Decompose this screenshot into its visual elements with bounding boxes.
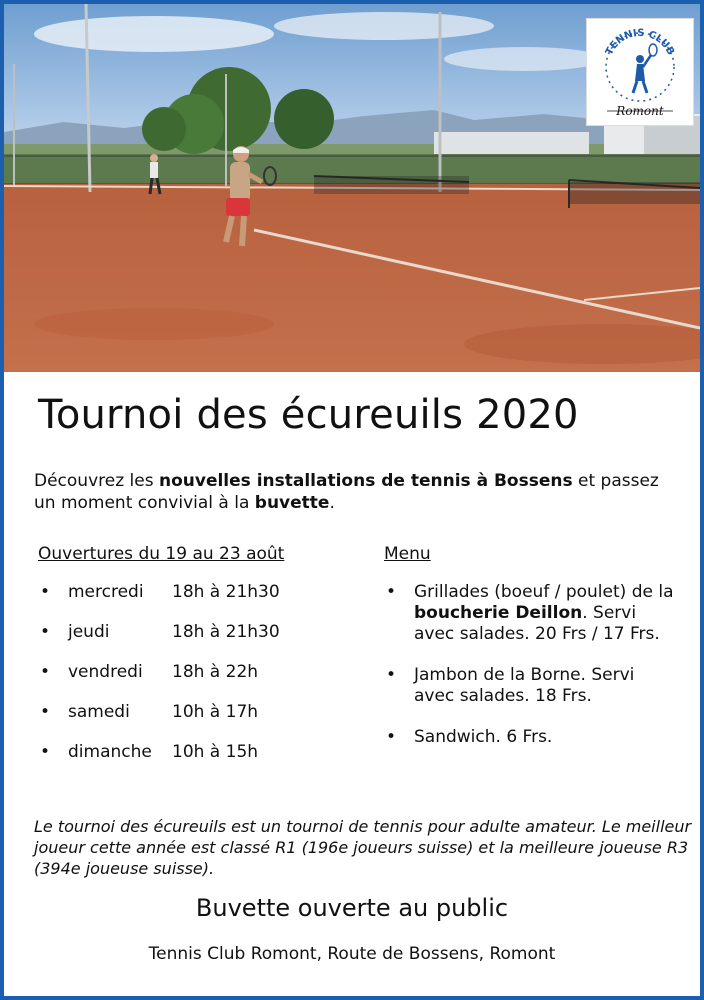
tournament-note: Le tournoi des écureuils est un tournoi de tennis pour adulte amateur. Le meilleur joueur cette année est classé R1 (196e joueurs suisse) et la meilleure joueuse R3 (394e joueuse suisse). [34, 817, 692, 878]
schedule-hours: 18h à 21h30 [172, 582, 280, 602]
opening-hours-list [34, 582, 354, 782]
buvette-heading: Buvette ouverte au public [195, 894, 509, 922]
schedule-row [34, 662, 354, 702]
menu-item-text: Sandwich. 6 Frs. [414, 727, 553, 747]
menu-item [380, 582, 680, 645]
menu-heading: Menu [384, 544, 431, 564]
intro-bold-buvette: buvette [254, 493, 330, 513]
bullet-icon: • [40, 702, 51, 722]
schedule-hours: 18h à 22h [172, 662, 259, 682]
menu-item [380, 665, 680, 707]
schedule-day: jeudi [68, 622, 110, 642]
intro-bold-installations: nouvelles installations de tennis à Bossens [158, 471, 573, 491]
menu-item-text: Jambon de la Borne. Servi avec salades. 18 Frs. [414, 665, 635, 706]
logo-top-text: TENNIS CLUB [603, 27, 677, 57]
schedule-hours: 18h à 21h30 [172, 622, 280, 642]
opening-hours-section [34, 544, 354, 782]
opening-hours-heading: Ouvertures du 19 au 23 août [38, 544, 285, 564]
schedule-day: vendredi [68, 662, 143, 682]
bullet-icon: • [40, 582, 51, 602]
bullet-icon: • [386, 727, 397, 747]
schedule-day: mercredi [68, 582, 144, 602]
schedule-row [34, 622, 354, 662]
menu-item [380, 727, 680, 748]
club-address: Tennis Club Romont, Route de Bossens, Romont [148, 944, 556, 964]
menu-section [380, 544, 680, 768]
bullet-icon: • [40, 742, 51, 762]
intro-text-2: et passez un moment convivial à la [34, 471, 659, 513]
menu-item-text: . Servi avec salades. 20 Frs / 17 Frs. [414, 603, 660, 644]
bullet-icon: • [40, 622, 51, 642]
svg-text:TENNIS CLUB [604, 28, 676, 57]
schedule-hours: 10h à 15h [172, 742, 259, 762]
schedule-row [34, 742, 354, 782]
intro-paragraph [34, 470, 674, 514]
tennis-club-logo [586, 18, 694, 126]
menu-list [380, 582, 680, 748]
bullet-icon: • [40, 662, 51, 682]
schedule-row [34, 702, 354, 742]
schedule-row [34, 582, 354, 622]
intro-text-1: Découvrez les [34, 471, 159, 491]
bullet-icon: • [386, 665, 397, 685]
bullet-icon: • [386, 582, 397, 602]
menu-item-bold: boucherie Deillon [414, 603, 583, 623]
schedule-day: dimanche [68, 742, 152, 762]
intro-text-3: . [329, 493, 335, 513]
logo-bottom-text: Romont [616, 104, 664, 118]
menu-item-text: Grillades (boeuf / poulet) de la [414, 582, 674, 602]
page-title: Tournoi des écureuils 2020 [38, 392, 579, 438]
schedule-hours: 10h à 17h [172, 702, 259, 722]
schedule-day: samedi [68, 702, 130, 722]
